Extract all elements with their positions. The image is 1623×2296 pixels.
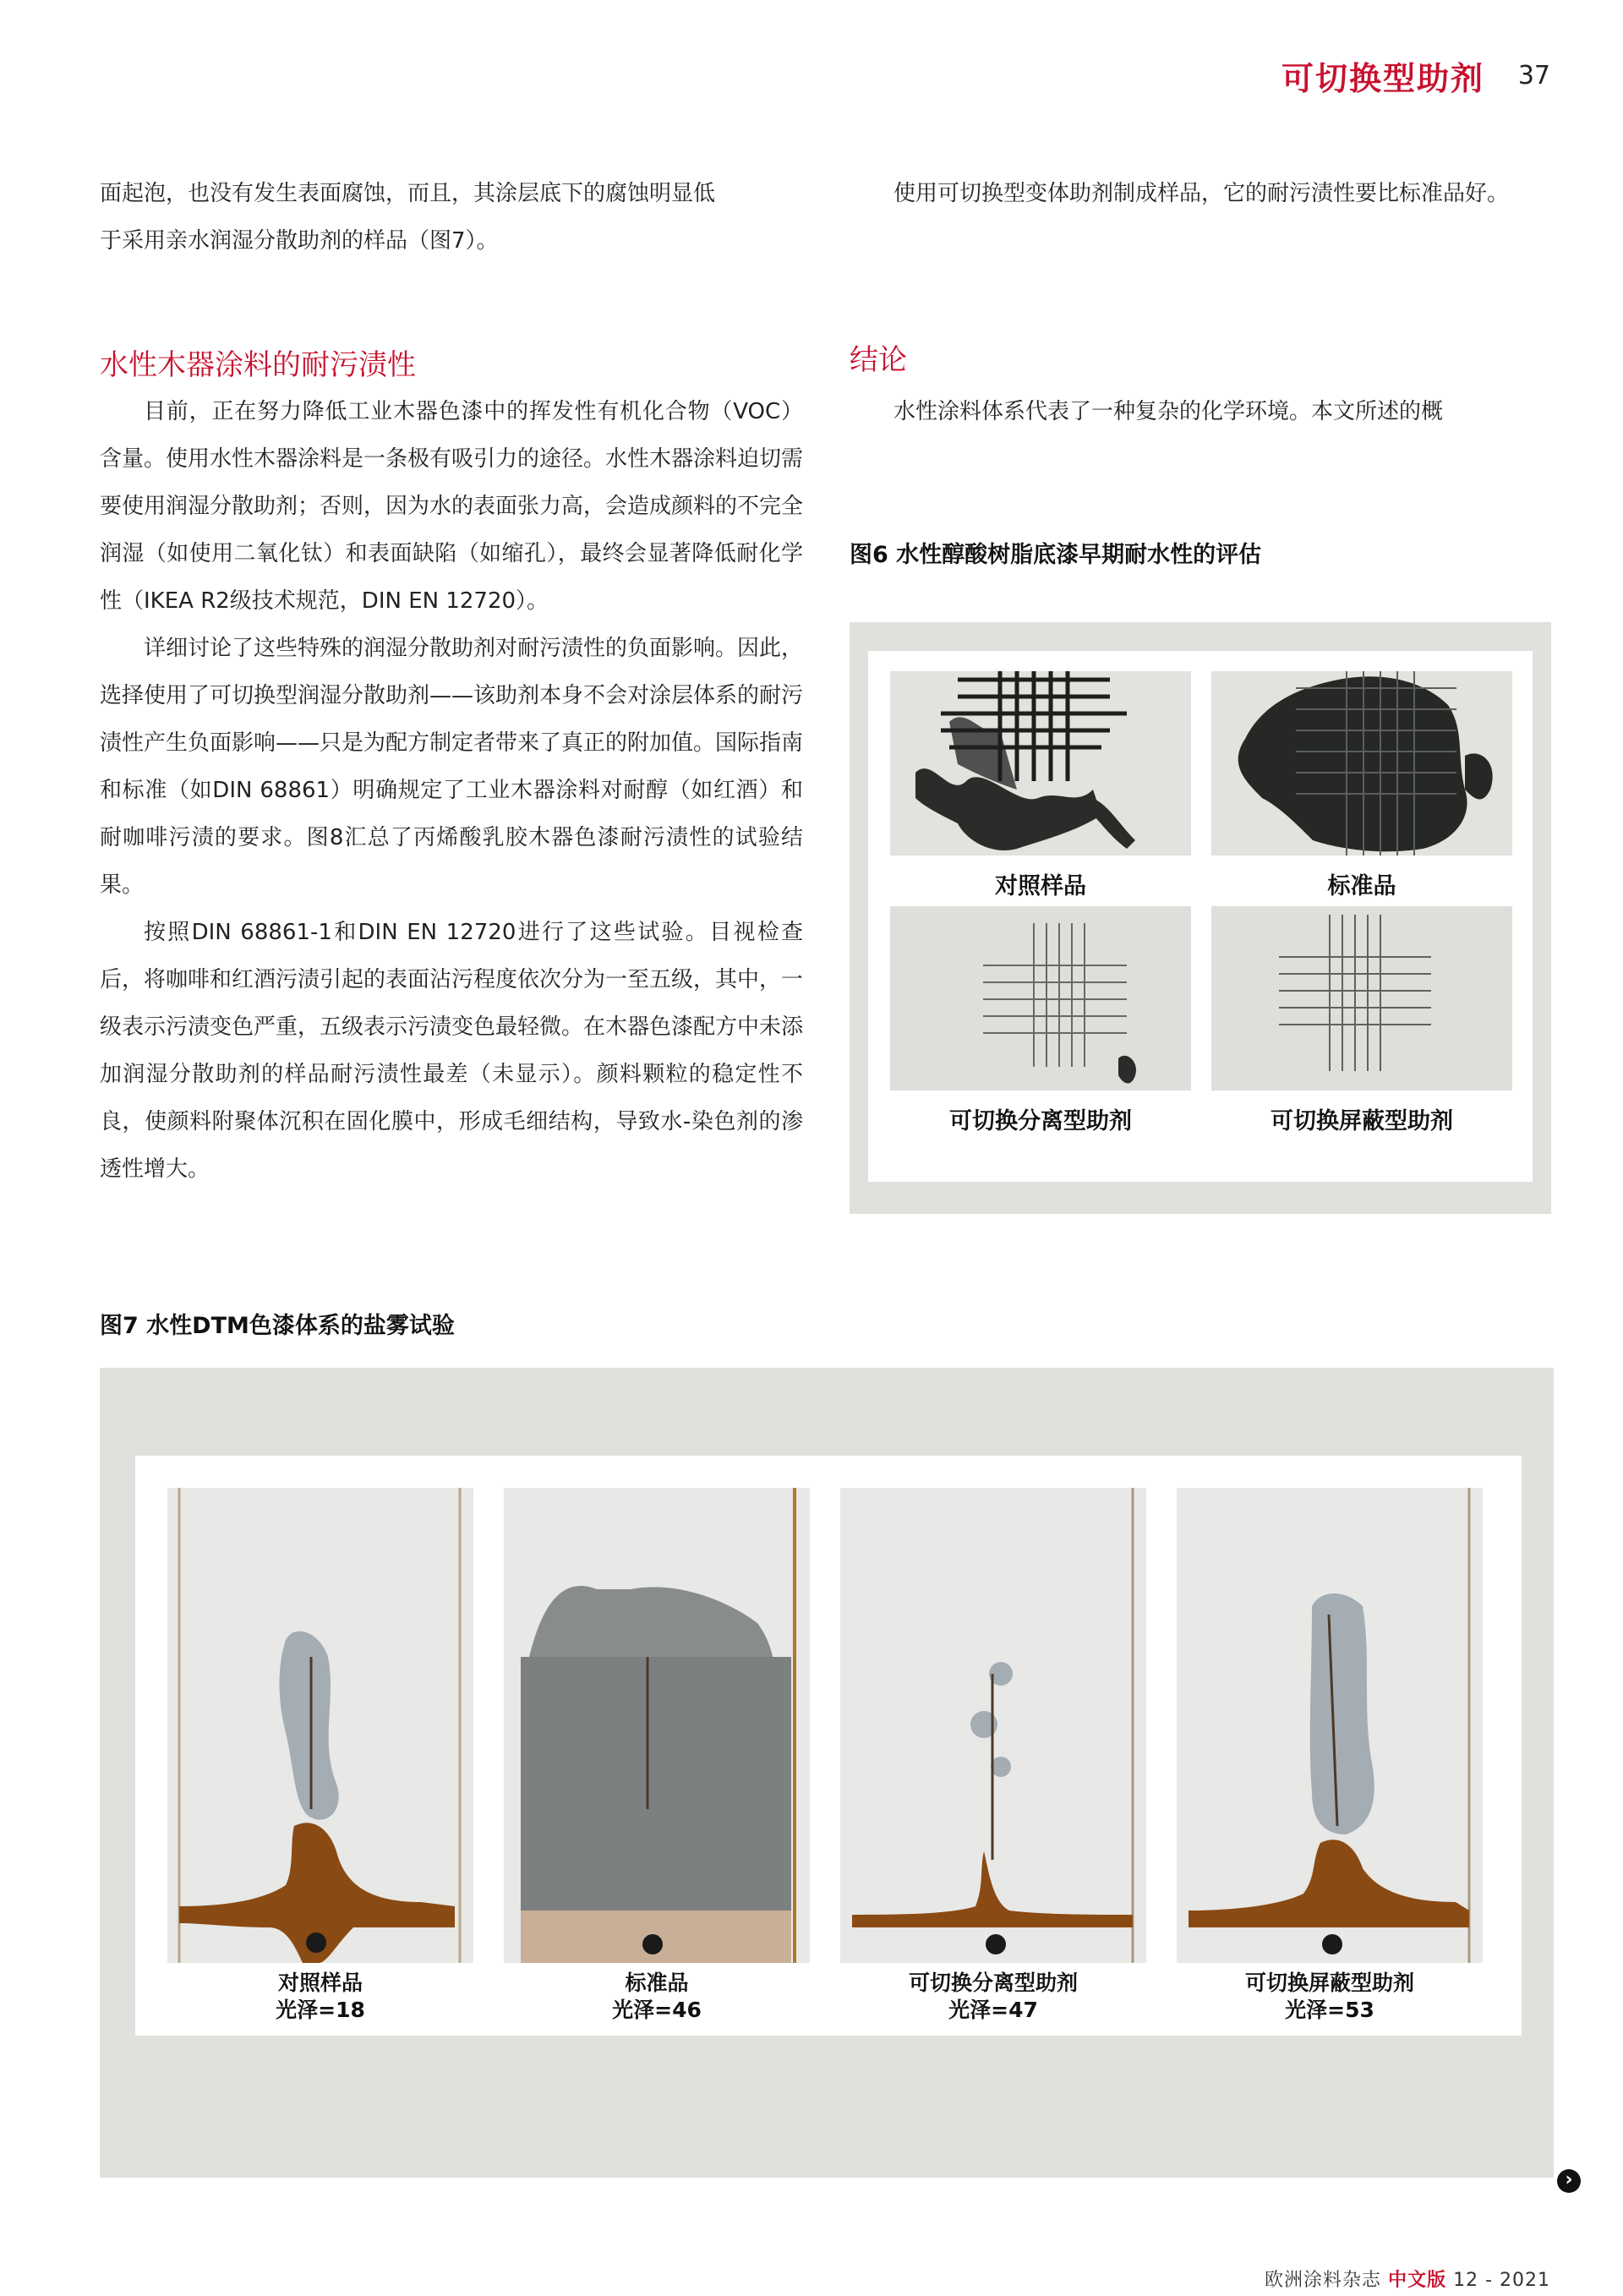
figure6-caption: 图6 水性醇酸树脂底漆早期耐水性的评估: [850, 542, 1262, 568]
switchable-shielding-sample-image: [1211, 906, 1512, 1091]
figure6-label-switchable-separating: 可切换分离型助剂: [949, 1108, 1132, 1134]
body-paragraph: 水性涂料体系代表了一种复杂的化学环境。本文所述的概: [893, 399, 1444, 424]
figure7-label-switchable-separating: [840, 1970, 1146, 2024]
left-column-body: [100, 388, 803, 1193]
figure7-photo-standard: [504, 1488, 810, 1963]
section-header-title: 可切换型助剂: [1281, 60, 1484, 97]
footer: [1265, 2266, 1550, 2292]
standard-panel-image: [504, 1488, 810, 1963]
intro-line: 于采用亲水润湿分散助剂的样品（图7）。: [100, 228, 499, 254]
control-sample-image: [890, 671, 1191, 856]
figure6-photo-control: [890, 671, 1191, 856]
footer-issue: 12 - 2021: [1453, 2270, 1550, 2291]
body-paragraph: 按照DIN 68861-1和DIN EN 12720进行了这些试验。目视检查后，将咖啡和红酒污渍引起的表面沾污程度依次分为一至五级，其中，一级表示污渍变色严重，五级表示污渍变色最轻微。在木器色漆配方中未添加润湿分散助剂的样品耐污渍性最差（未显示）。颜料颗粒的稳定性不良，使颜料附聚体沉积在固化膜中，形成毛细结构，导致水-染色剂的渗透性增大。: [100, 920, 804, 1182]
figure6-label-control: 对照样品: [995, 873, 1086, 899]
panel-title: 标准品: [625, 1971, 689, 1995]
figure7-panel-area: [135, 1456, 1522, 2036]
panel-title: 对照样品: [277, 1971, 363, 1995]
arrow-right-circle-icon[interactable]: ›: [1557, 2169, 1581, 2193]
footer-edition: 中文版: [1388, 2270, 1447, 2291]
right-column-intro: [850, 170, 1551, 217]
figure7-photo-control: [167, 1488, 473, 1963]
switchable-separating-panel-image: [840, 1488, 1146, 1963]
figure6: [850, 622, 1551, 1214]
intro-line: 面起泡，也没有发生表面腐蚀，而且，其涂层底下的腐蚀明显低: [100, 181, 716, 206]
switchable-separating-sample-image: [890, 906, 1191, 1091]
panel-title: 可切换分离型助剂: [908, 1971, 1078, 1995]
panel-title: 可切换屏蔽型助剂: [1244, 1971, 1414, 1995]
figure6-photo-switchable-separating: [890, 906, 1191, 1091]
figure7-photo-switchable-separating: [840, 1488, 1146, 1963]
figure6-label-standard: 标准品: [1327, 873, 1396, 899]
switchable-shielding-panel-image: [1177, 1488, 1483, 1963]
figure6-label-switchable-shielding: 可切换屏蔽型助剂: [1271, 1108, 1453, 1134]
body-paragraph: 详细讨论了这些特殊的润湿分散助剂对耐污渍性的负面影响。因此，选择使用了可切换型润湿分散助剂——该助剂本身不会对涂层体系的耐污渍性产生负面影响——只是为配方制定者带来了真正的附加值。国际指南和标准（如DIN 68861）明确规定了工业木器涂料对耐醇（如红酒）和耐咖啡污渍的要求。图8汇总了丙烯酸乳胶木器色漆耐污渍性的试验结果。: [100, 636, 804, 898]
page-number: 37: [1517, 61, 1550, 90]
section-title-conclusion: 结论: [850, 343, 907, 377]
figure6-photo-standard: [1211, 671, 1512, 856]
left-column-intro: [100, 170, 803, 265]
gloss-value: 光泽=46: [612, 1998, 702, 2022]
control-panel-image: [167, 1488, 473, 1963]
figure7-label-standard: [504, 1970, 810, 2024]
figure7: [100, 1368, 1554, 2178]
gloss-value: 光泽=53: [1285, 1998, 1374, 2022]
footer-magazine: 欧洲涂料杂志: [1265, 2270, 1382, 2291]
figure7-caption: 图7 水性DTM色漆体系的盐雾试验: [100, 1313, 455, 1339]
body-paragraph: 目前，正在努力降低工业木器色漆中的挥发性有机化合物（VOC）含量。使用水性木器涂料是一条极有吸引力的途径。水性木器涂料迫切需要使用润湿分散助剂；否则，因为水的表面张力高，会造成颜料的不完全润湿（如使用二氧化钛）和表面缺陷（如缩孔），最终会显著降低耐化学性（IKEA R2级技术规范，DIN EN 12720）。: [100, 399, 804, 614]
standard-sample-image: [1211, 671, 1512, 856]
right-column-conclusion: [850, 388, 1551, 435]
gloss-value: 光泽=47: [948, 1998, 1038, 2022]
figure6-photo-switchable-shielding: [1211, 906, 1512, 1091]
gloss-value: 光泽=18: [276, 1998, 365, 2022]
body-paragraph: 使用可切换型变体助剂制成样品，它的耐污渍性要比标准品好。: [893, 181, 1510, 206]
section-title-stain-resistance: 水性木器涂料的耐污渍性: [100, 348, 416, 382]
figure7-photo-switchable-shielding: [1177, 1488, 1483, 1963]
figure7-label-switchable-shielding: [1177, 1970, 1483, 2024]
figure7-label-control: [167, 1970, 473, 2024]
figure6-panel-area: [868, 651, 1533, 1182]
